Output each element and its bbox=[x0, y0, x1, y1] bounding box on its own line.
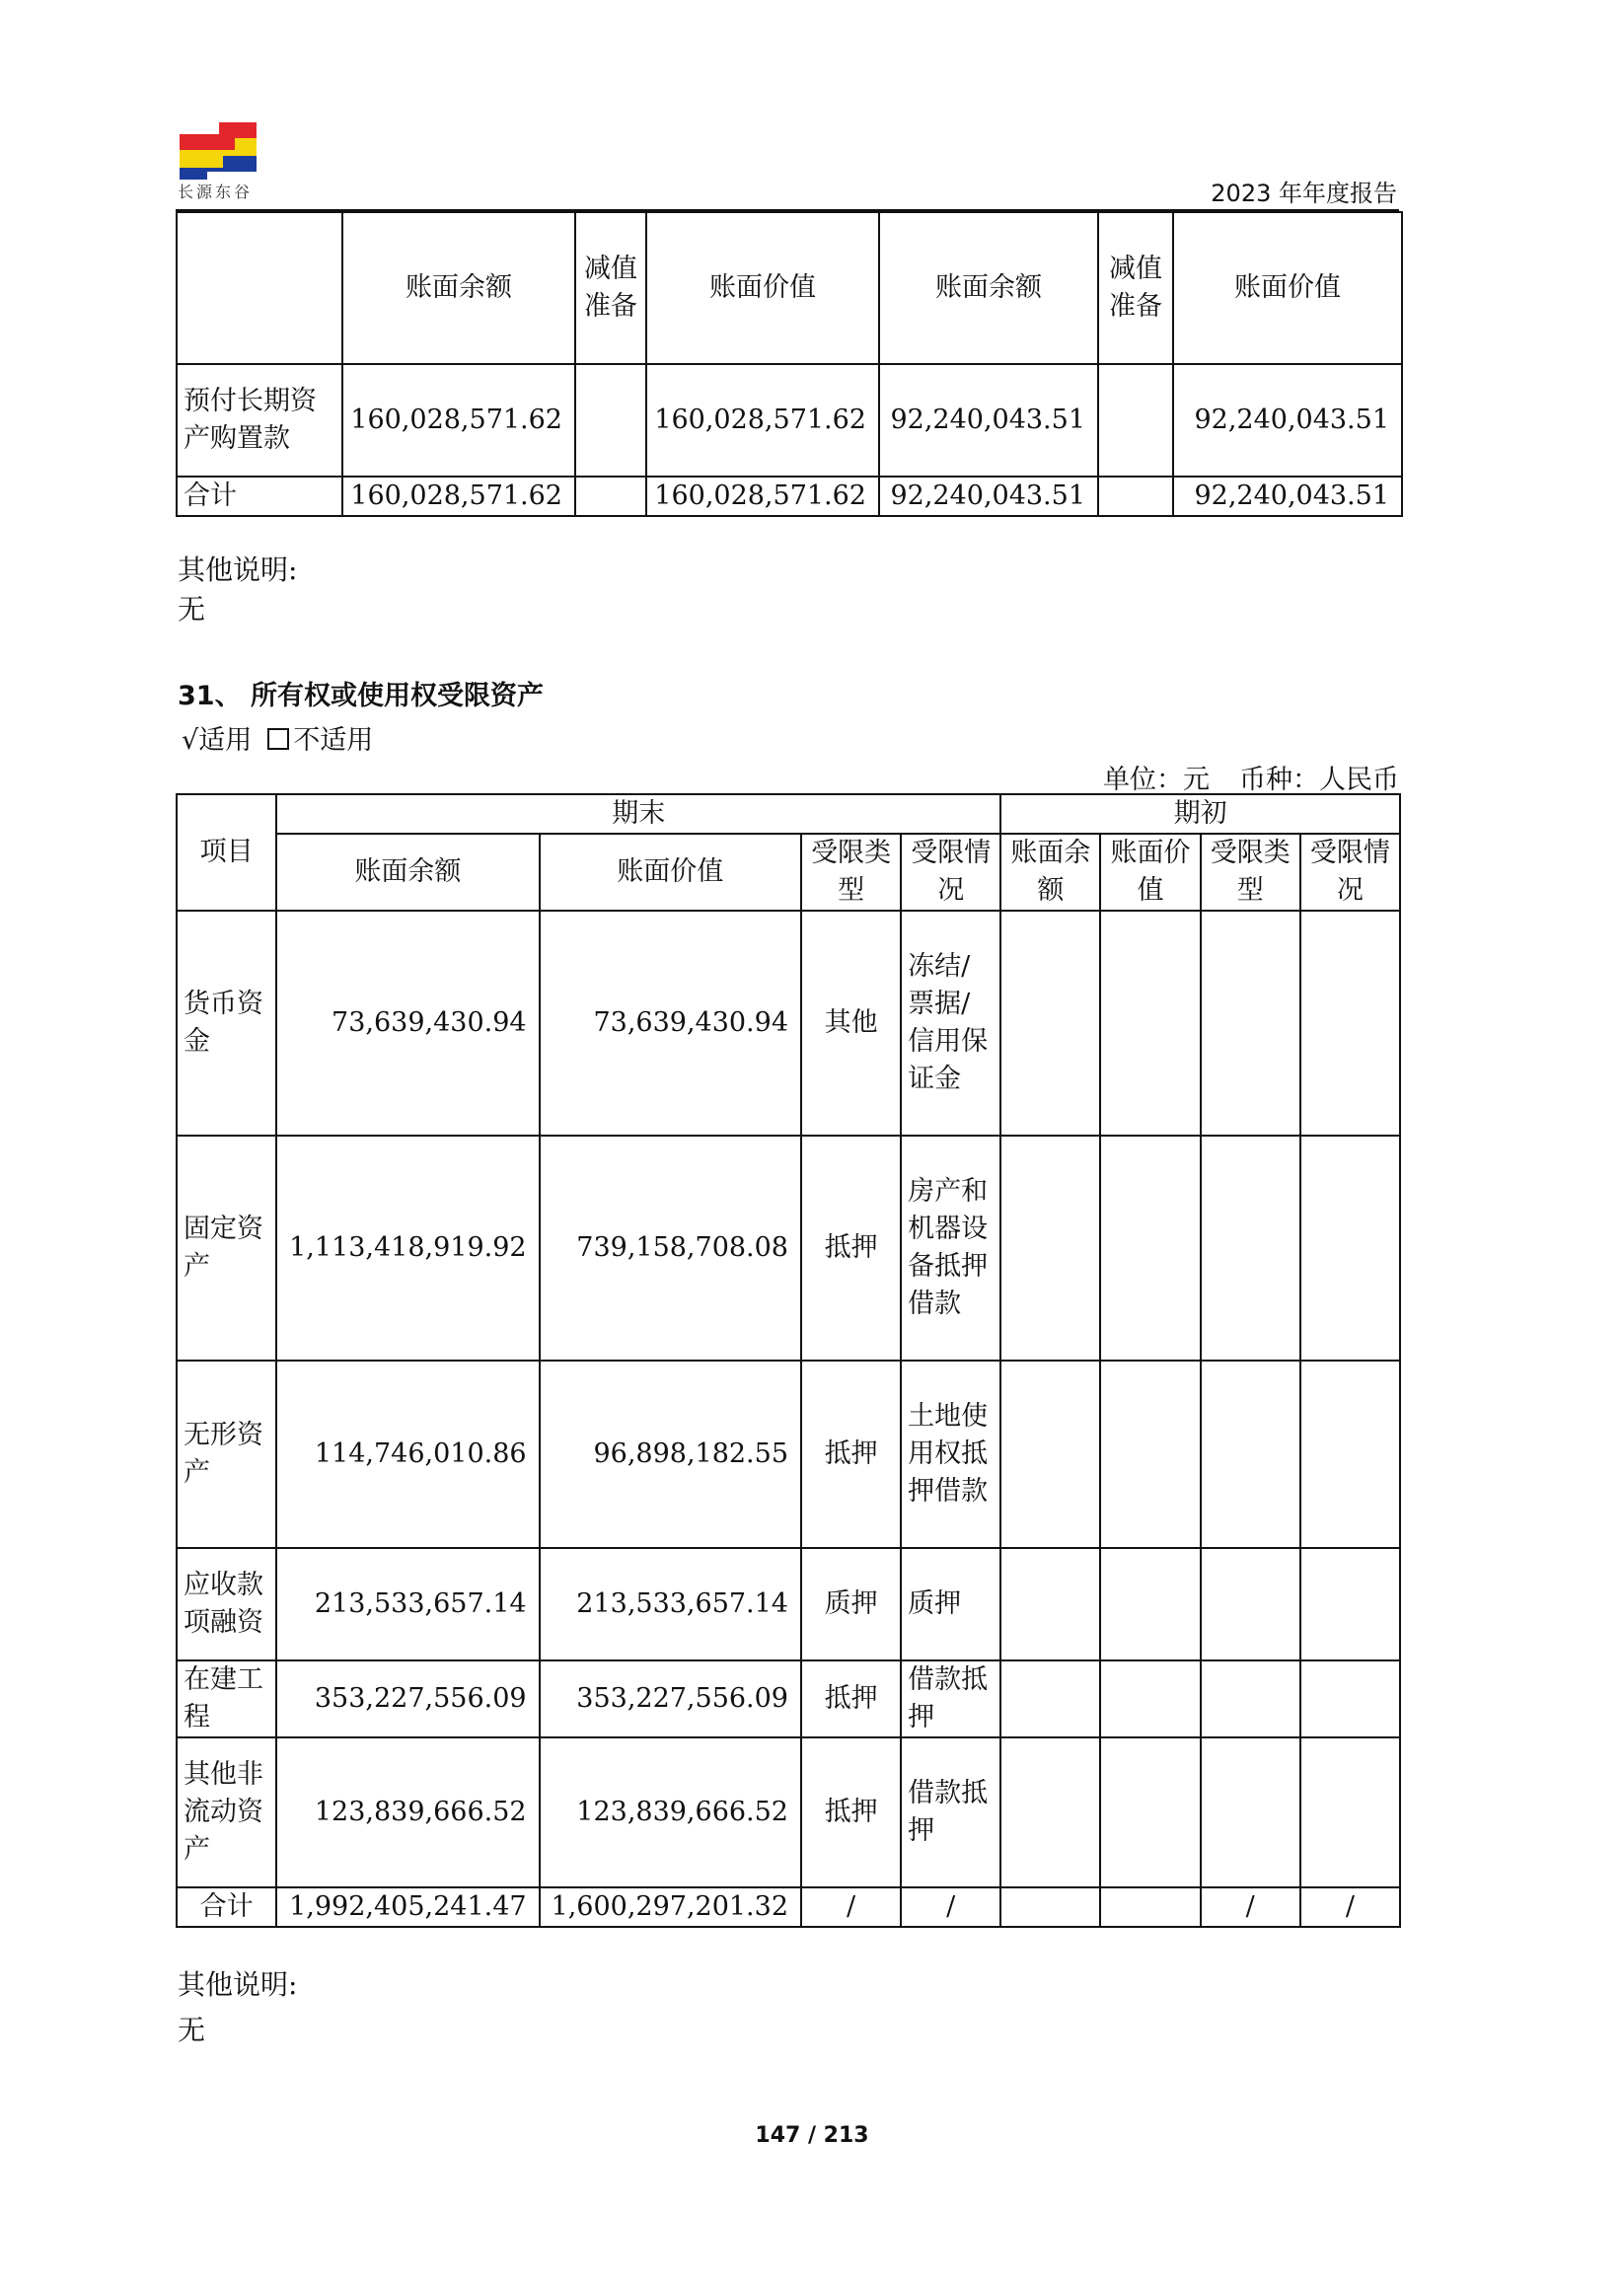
header-cell: 账面价值 bbox=[1173, 212, 1402, 364]
table-row bbox=[177, 1361, 1400, 1548]
header-cell: 受限类型 bbox=[1201, 834, 1300, 911]
row-label: 合计 bbox=[177, 1887, 276, 1927]
cell bbox=[1100, 1887, 1200, 1927]
cell: 1,992,405,241.47 bbox=[276, 1887, 539, 1927]
header-cell: 账面余额 bbox=[342, 212, 575, 364]
cell: / bbox=[901, 1887, 1000, 1927]
cell bbox=[1300, 1737, 1400, 1887]
cell: 213,533,657.14 bbox=[276, 1548, 539, 1660]
sub-header-row bbox=[177, 834, 1400, 911]
not-applicable-label: 不适用 bbox=[293, 725, 374, 756]
cell: 73,639,430.94 bbox=[276, 911, 539, 1136]
cell bbox=[1100, 1136, 1200, 1361]
cell: / bbox=[801, 1887, 901, 1927]
cell bbox=[1201, 1361, 1300, 1548]
header-cell: 账面价值 bbox=[540, 834, 801, 911]
cell bbox=[1000, 1361, 1100, 1548]
table-row bbox=[177, 1136, 1400, 1361]
row-label: 在建工程 bbox=[177, 1660, 276, 1737]
row-label: 预付长期资产购置款 bbox=[177, 364, 342, 477]
table-row bbox=[177, 1660, 1400, 1737]
cell: 160,028,571.62 bbox=[646, 477, 879, 516]
other-notes-value: 无 bbox=[178, 2014, 206, 2046]
header-cell: 账面价值 bbox=[1100, 834, 1200, 911]
prepayment-table bbox=[176, 211, 1403, 517]
cell bbox=[1300, 1361, 1400, 1548]
cell: 123,839,666.52 bbox=[540, 1737, 801, 1887]
cell bbox=[1100, 911, 1200, 1136]
cell: 1,600,297,201.32 bbox=[540, 1887, 801, 1927]
row-label: 应收款项融资 bbox=[177, 1548, 276, 1660]
cell bbox=[1098, 477, 1173, 516]
cell: 213,533,657.14 bbox=[540, 1548, 801, 1660]
cell: / bbox=[1201, 1887, 1300, 1927]
table-row bbox=[177, 1548, 1400, 1660]
cell bbox=[1201, 1737, 1300, 1887]
table-row bbox=[177, 364, 1402, 477]
restricted-assets-table bbox=[176, 793, 1401, 1928]
applicable-checked: √适用 bbox=[182, 725, 253, 756]
cell bbox=[575, 477, 646, 516]
cell: 353,227,556.09 bbox=[540, 1660, 801, 1737]
cell: 借款抵押 bbox=[901, 1660, 1000, 1737]
unit-line bbox=[1073, 758, 1399, 796]
other-notes-value: 无 bbox=[178, 593, 206, 626]
cell bbox=[1201, 1136, 1300, 1361]
table-row bbox=[177, 1737, 1400, 1887]
cell bbox=[1000, 1548, 1100, 1660]
header-cell bbox=[177, 212, 342, 364]
cell bbox=[1300, 1548, 1400, 1660]
cell: 房产和机器设备抵押借款 bbox=[901, 1136, 1000, 1361]
section-title: 31、 所有权或使用权受限资产 bbox=[178, 681, 544, 711]
cell: 抵押 bbox=[801, 1737, 901, 1887]
period-end-header: 期末 bbox=[276, 794, 1000, 834]
cell: 160,028,571.62 bbox=[342, 477, 575, 516]
header-cell: 账面价值 bbox=[646, 212, 879, 364]
cell bbox=[1100, 1737, 1200, 1887]
cell: 1,113,418,919.92 bbox=[276, 1136, 539, 1361]
cell bbox=[1300, 1136, 1400, 1361]
currency-label: 币种：人民币 bbox=[1239, 765, 1399, 795]
logo-text: 长源东谷 bbox=[178, 183, 254, 201]
unit-label: 单位：元 bbox=[1103, 765, 1210, 795]
cell bbox=[1201, 911, 1300, 1136]
table-total-row bbox=[177, 1887, 1400, 1927]
cell bbox=[1100, 1548, 1200, 1660]
cell bbox=[1000, 911, 1100, 1136]
checkbox-icon bbox=[267, 728, 289, 750]
cell: 质押 bbox=[801, 1548, 901, 1660]
cell: / bbox=[1300, 1887, 1400, 1927]
cell: 96,898,182.55 bbox=[540, 1361, 801, 1548]
cell bbox=[1100, 1660, 1200, 1737]
cell bbox=[1300, 1660, 1400, 1737]
cell: 114,746,010.86 bbox=[276, 1361, 539, 1548]
cell bbox=[575, 364, 646, 477]
cell: 土地使用权抵押借款 bbox=[901, 1361, 1000, 1548]
group-header-row bbox=[177, 794, 1400, 834]
header-cell: 受限情况 bbox=[1300, 834, 1400, 911]
header-cell: 受限类型 bbox=[801, 834, 901, 911]
cell: 92,240,043.51 bbox=[1173, 364, 1402, 477]
cell: 92,240,043.51 bbox=[1173, 477, 1402, 516]
row-label: 无形资产 bbox=[177, 1361, 276, 1548]
applicability-options bbox=[182, 718, 373, 757]
period-begin-header: 期初 bbox=[1000, 794, 1400, 834]
cell bbox=[1000, 1660, 1100, 1737]
row-label: 其他非流动资产 bbox=[177, 1737, 276, 1887]
cell bbox=[1098, 364, 1173, 477]
cell: 739,158,708.08 bbox=[540, 1136, 801, 1361]
row-label: 货币资金 bbox=[177, 911, 276, 1136]
report-title: 2023 年年度报告 bbox=[1211, 180, 1397, 207]
header-cell: 账面余额 bbox=[276, 834, 539, 911]
header-cell: 减值准备 bbox=[575, 212, 646, 364]
item-header: 项目 bbox=[177, 794, 276, 911]
cell: 73,639,430.94 bbox=[540, 911, 801, 1136]
cell: 质押 bbox=[901, 1548, 1000, 1660]
header-cell: 受限情况 bbox=[901, 834, 1000, 911]
table-total-row bbox=[177, 477, 1402, 516]
cell: 123,839,666.52 bbox=[276, 1737, 539, 1887]
cell: 借款抵押 bbox=[901, 1737, 1000, 1887]
cell bbox=[1000, 1887, 1100, 1927]
row-label: 固定资产 bbox=[177, 1136, 276, 1361]
other-notes-label: 其他说明: bbox=[178, 553, 298, 586]
header-cell: 账面余额 bbox=[879, 212, 1098, 364]
page-number: 147 / 213 bbox=[755, 2123, 869, 2148]
cell bbox=[1201, 1660, 1300, 1737]
cell bbox=[1100, 1361, 1200, 1548]
cell: 160,028,571.62 bbox=[342, 364, 575, 477]
cell: 160,028,571.62 bbox=[646, 364, 879, 477]
cell bbox=[1201, 1548, 1300, 1660]
table-row bbox=[177, 911, 1400, 1136]
cell: 抵押 bbox=[801, 1136, 901, 1361]
header-cell: 减值准备 bbox=[1098, 212, 1173, 364]
row-label: 合计 bbox=[177, 477, 342, 516]
header-cell: 账面余额 bbox=[1000, 834, 1100, 911]
other-notes-label: 其他说明: bbox=[178, 1968, 298, 2001]
cell: 353,227,556.09 bbox=[276, 1660, 539, 1737]
cell: 92,240,043.51 bbox=[879, 364, 1098, 477]
cell: 抵押 bbox=[801, 1660, 901, 1737]
cell bbox=[1000, 1136, 1100, 1361]
cell bbox=[1000, 1737, 1100, 1887]
cell bbox=[1300, 911, 1400, 1136]
table-header-row bbox=[177, 212, 1402, 364]
cell: 冻结/票据/信用保证金 bbox=[901, 911, 1000, 1136]
cell: 其他 bbox=[801, 911, 901, 1136]
cell: 92,240,043.51 bbox=[879, 477, 1098, 516]
cell: 抵押 bbox=[801, 1361, 901, 1548]
